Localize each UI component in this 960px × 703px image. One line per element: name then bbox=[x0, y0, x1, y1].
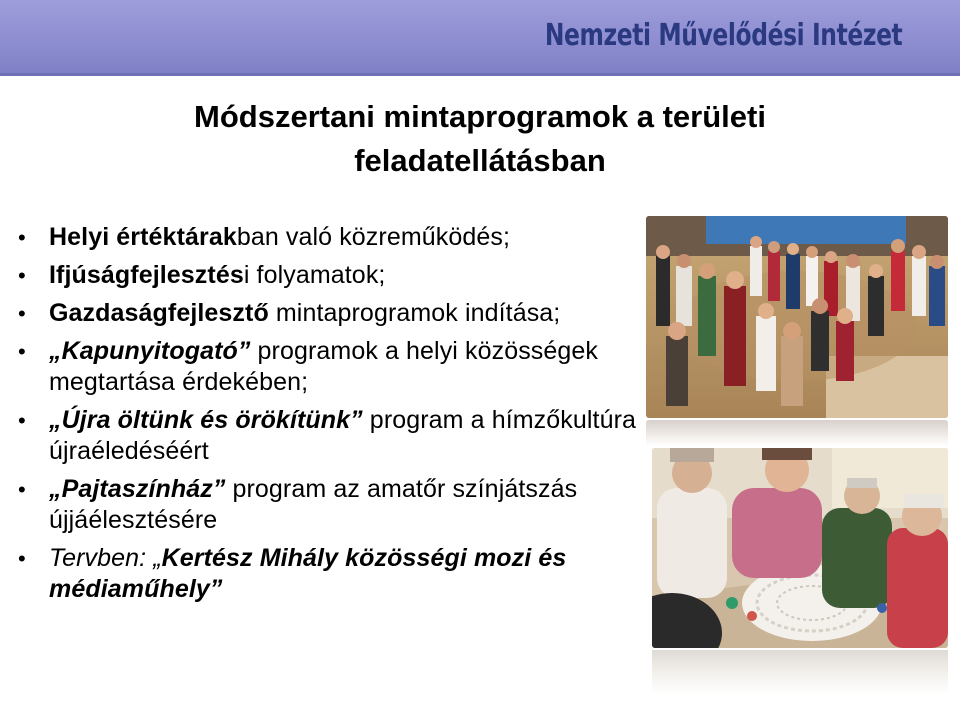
title-line-2: feladatellátásban bbox=[354, 143, 606, 178]
slide-title bbox=[60, 95, 900, 183]
bullet-item: • Helyi értéktárakban való közreműködés; bbox=[16, 222, 656, 253]
bullet-list bbox=[16, 222, 656, 612]
bullet-item: • Ifjúságfejlesztési folyamatok; bbox=[16, 260, 656, 291]
bullet-item: • „Kapunyitogató” programok a helyi közösségek megtartása érdekében; bbox=[16, 336, 656, 398]
header-bar bbox=[0, 0, 960, 76]
embroidery-photo bbox=[652, 448, 948, 648]
title-line-1: Módszertani mintaprogramok a területi bbox=[194, 99, 766, 134]
organization-logo-text: Nemzeti Művelődési Intézet bbox=[544, 18, 902, 53]
folk-dance-photo bbox=[646, 216, 948, 418]
bullet-item: • Tervben: „Kertész Mihály közösségi mozi és médiaműhely” bbox=[16, 543, 656, 605]
bullet-item: • Gazdaságfejlesztő mintaprogramok indítása; bbox=[16, 298, 656, 329]
bullet-item: • „Pajtaszínház” program az amatőr színjátszás újjáélesztésére bbox=[16, 474, 656, 536]
bullet-item: • „Újra öltünk és örökítünk” program a hímzőkultúra újraéledéséért bbox=[16, 405, 656, 467]
photo-reflection bbox=[652, 650, 948, 695]
photo-reflection bbox=[646, 420, 948, 446]
